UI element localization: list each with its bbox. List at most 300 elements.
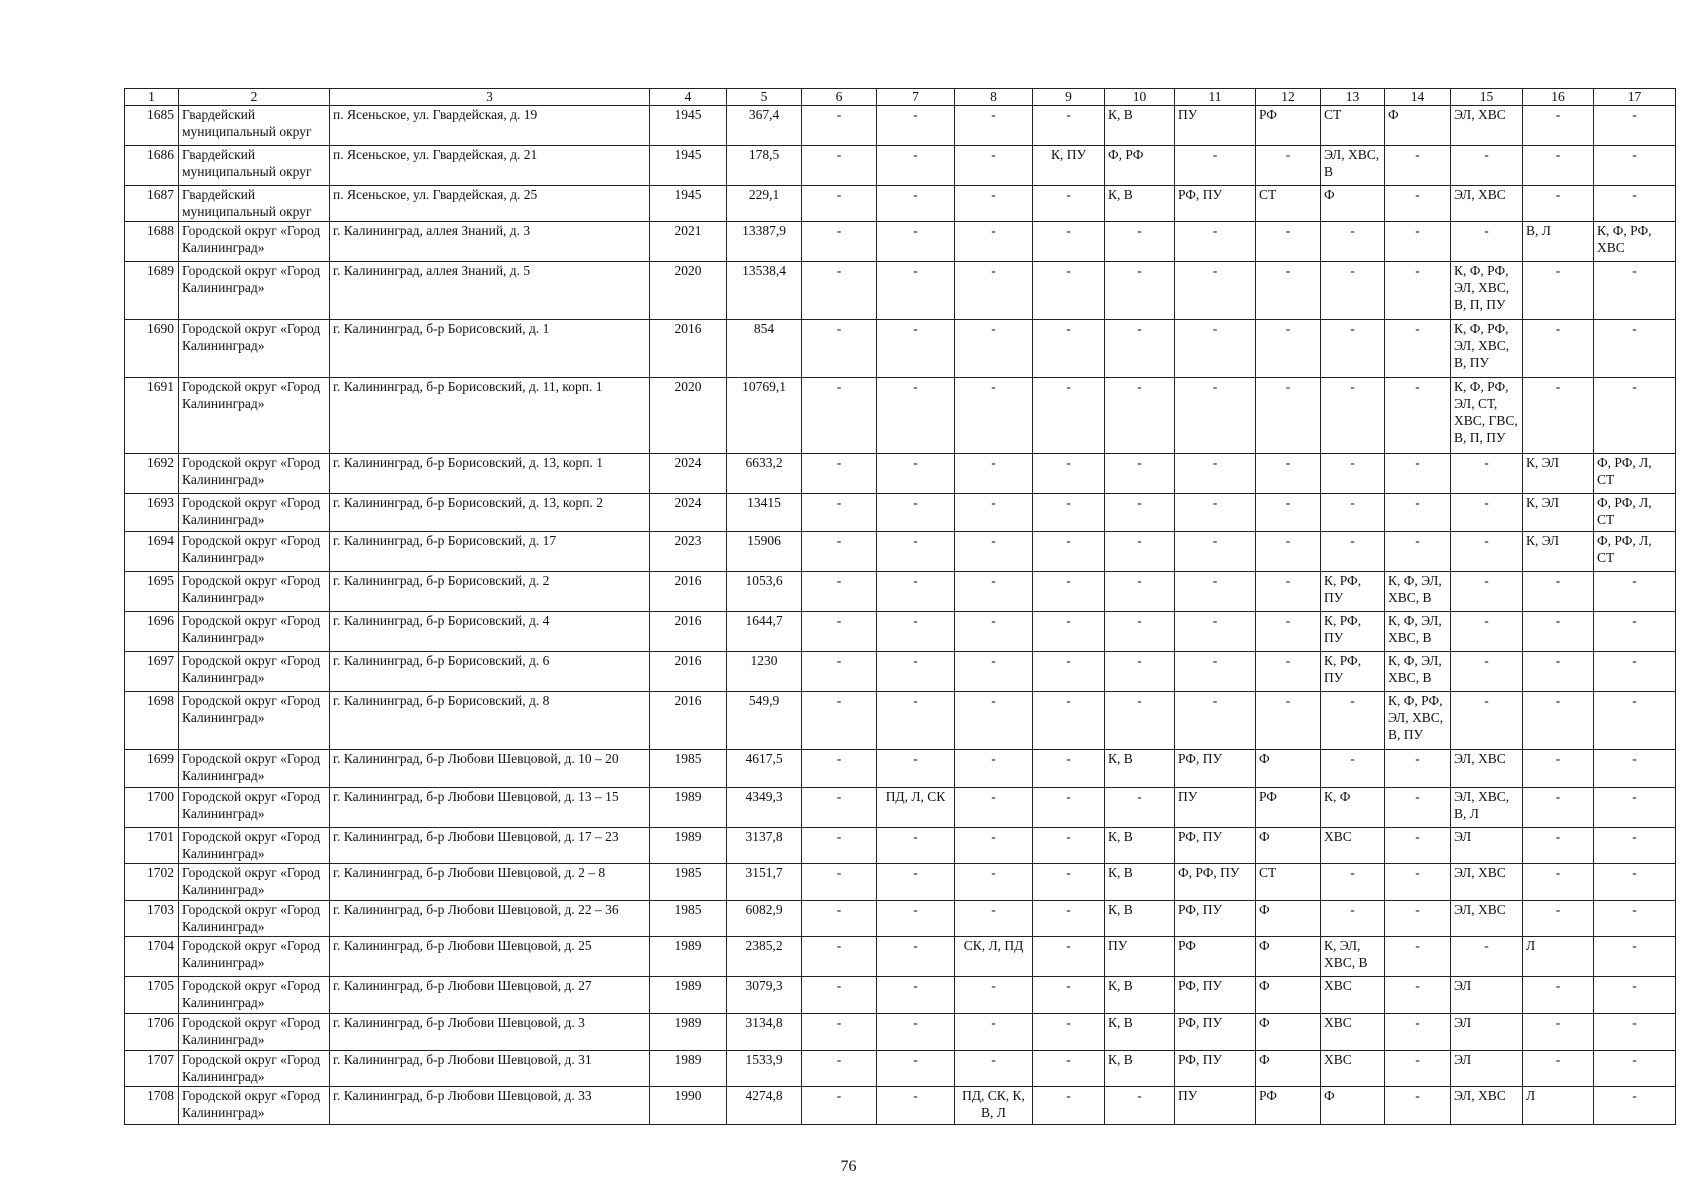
cell-col-17: - (1594, 652, 1676, 692)
cell-col-17: - (1594, 262, 1676, 320)
cell-col-1: 1692 (125, 454, 179, 494)
cell-col-2: Городской округ «Город Калининград» (179, 828, 330, 864)
cell-col-9: - (1033, 186, 1105, 222)
cell-col-15: - (1451, 222, 1523, 262)
cell-col-9: - (1033, 106, 1105, 146)
cell-col-11: - (1175, 494, 1256, 532)
cell-col-17: - (1594, 378, 1676, 454)
cell-col-13: К, РФ, ПУ (1321, 612, 1385, 652)
cell-col-16: - (1523, 901, 1594, 937)
cell-col-4: 2023 (650, 532, 727, 572)
cell-col-6: - (802, 864, 877, 901)
cell-col-14: - (1385, 1051, 1451, 1087)
cell-col-8: - (955, 106, 1033, 146)
cell-col-4: 2021 (650, 222, 727, 262)
cell-col-5: 10769,1 (727, 378, 802, 454)
cell-col-17: Ф, РФ, Л, СТ (1594, 494, 1676, 532)
column-header-8: 8 (955, 89, 1033, 106)
cell-col-7: - (877, 494, 955, 532)
cell-col-8: - (955, 692, 1033, 750)
cell-col-1: 1696 (125, 612, 179, 652)
cell-col-6: - (802, 222, 877, 262)
cell-col-12: Ф (1256, 977, 1321, 1014)
cell-col-3: г. Калининград, б-р Любови Шевцовой, д. 22 – 36 (330, 901, 650, 937)
cell-col-1: 1703 (125, 901, 179, 937)
cell-col-5: 178,5 (727, 146, 802, 186)
cell-col-13: Ф (1321, 1087, 1385, 1125)
column-header-6: 6 (802, 89, 877, 106)
cell-col-12: - (1256, 532, 1321, 572)
cell-col-12: Ф (1256, 901, 1321, 937)
cell-col-2: Городской округ «Город Калининград» (179, 262, 330, 320)
cell-col-2: Городской округ «Город Калининград» (179, 901, 330, 937)
cell-col-11: РФ, ПУ (1175, 1014, 1256, 1051)
cell-col-17: К, Ф, РФ, ХВС (1594, 222, 1676, 262)
cell-col-3: г. Калининград, б-р Борисовский, д. 17 (330, 532, 650, 572)
cell-col-2: Городской округ «Город Калининград» (179, 977, 330, 1014)
cell-col-6: - (802, 1014, 877, 1051)
cell-col-6: - (802, 1051, 877, 1087)
cell-col-15: ЭЛ (1451, 828, 1523, 864)
table-row (125, 901, 1676, 937)
cell-col-12: - (1256, 262, 1321, 320)
cell-col-3: г. Калининград, б-р Борисовский, д. 6 (330, 652, 650, 692)
cell-col-8: - (955, 652, 1033, 692)
cell-col-14: - (1385, 532, 1451, 572)
cell-col-1: 1706 (125, 1014, 179, 1051)
cell-col-2: Городской округ «Город Калининград» (179, 532, 330, 572)
cell-col-5: 13538,4 (727, 262, 802, 320)
cell-col-3: г. Калининград, б-р Любови Шевцовой, д. 25 (330, 937, 650, 977)
cell-col-8: - (955, 750, 1033, 788)
cell-col-10: - (1105, 788, 1175, 828)
cell-col-14: - (1385, 750, 1451, 788)
cell-col-6: - (802, 186, 877, 222)
column-header-9: 9 (1033, 89, 1105, 106)
cell-col-17: - (1594, 612, 1676, 652)
cell-col-14: - (1385, 788, 1451, 828)
cell-col-5: 1533,9 (727, 1051, 802, 1087)
cell-col-1: 1689 (125, 262, 179, 320)
cell-col-13: ЭЛ, ХВС, В (1321, 146, 1385, 186)
cell-col-1: 1691 (125, 378, 179, 454)
table-row (125, 262, 1676, 320)
cell-col-5: 4617,5 (727, 750, 802, 788)
table-row (125, 1087, 1676, 1125)
cell-col-15: - (1451, 612, 1523, 652)
cell-col-5: 854 (727, 320, 802, 378)
cell-col-10: - (1105, 378, 1175, 454)
cell-col-15: ЭЛ, ХВС, В, Л (1451, 788, 1523, 828)
cell-col-2: Городской округ «Город Калининград» (179, 788, 330, 828)
cell-col-8: - (955, 454, 1033, 494)
cell-col-8: - (955, 977, 1033, 1014)
cell-col-13: К, ЭЛ, ХВС, В (1321, 937, 1385, 977)
cell-col-11: - (1175, 454, 1256, 494)
cell-col-13: - (1321, 454, 1385, 494)
column-header-11: 11 (1175, 89, 1256, 106)
cell-col-10: - (1105, 320, 1175, 378)
cell-col-13: - (1321, 262, 1385, 320)
cell-col-11: РФ, ПУ (1175, 901, 1256, 937)
cell-col-14: - (1385, 828, 1451, 864)
cell-col-11: РФ, ПУ (1175, 750, 1256, 788)
cell-col-16: К, ЭЛ (1523, 494, 1594, 532)
cell-col-1: 1687 (125, 186, 179, 222)
cell-col-9: К, ПУ (1033, 146, 1105, 186)
cell-col-11: РФ, ПУ (1175, 186, 1256, 222)
cell-col-3: г. Калининград, б-р Любови Шевцовой, д. 27 (330, 977, 650, 1014)
cell-col-5: 6082,9 (727, 901, 802, 937)
cell-col-17: Ф, РФ, Л, СТ (1594, 454, 1676, 494)
cell-col-2: Гвардейский муниципальный округ (179, 146, 330, 186)
cell-col-7: - (877, 977, 955, 1014)
table-row (125, 378, 1676, 454)
cell-col-6: - (802, 652, 877, 692)
cell-col-12: - (1256, 692, 1321, 750)
column-header-5: 5 (727, 89, 802, 106)
cell-col-10: К, В (1105, 1051, 1175, 1087)
cell-col-2: Городской округ «Город Калининград» (179, 1051, 330, 1087)
column-header-7: 7 (877, 89, 955, 106)
cell-col-14: - (1385, 494, 1451, 532)
cell-col-15: - (1451, 494, 1523, 532)
cell-col-9: - (1033, 1014, 1105, 1051)
cell-col-7: - (877, 652, 955, 692)
cell-col-4: 1985 (650, 864, 727, 901)
cell-col-12: РФ (1256, 106, 1321, 146)
cell-col-15: ЭЛ (1451, 977, 1523, 1014)
cell-col-9: - (1033, 1087, 1105, 1125)
cell-col-1: 1694 (125, 532, 179, 572)
cell-col-8: - (955, 262, 1033, 320)
cell-col-16: - (1523, 146, 1594, 186)
cell-col-8: - (955, 532, 1033, 572)
cell-col-4: 1989 (650, 937, 727, 977)
column-header-3: 3 (330, 89, 650, 106)
cell-col-14: - (1385, 864, 1451, 901)
cell-col-17: - (1594, 750, 1676, 788)
cell-col-3: г. Калининград, б-р Любови Шевцовой, д. 31 (330, 1051, 650, 1087)
cell-col-4: 1985 (650, 750, 727, 788)
housing-registry-table (124, 88, 1676, 1125)
cell-col-13: Ф (1321, 186, 1385, 222)
cell-col-14: К, Ф, ЭЛ, ХВС, В (1385, 612, 1451, 652)
cell-col-14: - (1385, 146, 1451, 186)
table-row (125, 222, 1676, 262)
table-row (125, 828, 1676, 864)
table-row (125, 146, 1676, 186)
cell-col-2: Гвардейский муниципальный округ (179, 186, 330, 222)
cell-col-1: 1708 (125, 1087, 179, 1125)
cell-col-9: - (1033, 788, 1105, 828)
cell-col-6: - (802, 977, 877, 1014)
cell-col-10: - (1105, 692, 1175, 750)
cell-col-12: - (1256, 494, 1321, 532)
cell-col-13: - (1321, 901, 1385, 937)
table-row (125, 320, 1676, 378)
cell-col-9: - (1033, 692, 1105, 750)
cell-col-11: ПУ (1175, 1087, 1256, 1125)
cell-col-6: - (802, 1087, 877, 1125)
cell-col-15: ЭЛ, ХВС (1451, 901, 1523, 937)
cell-col-11: - (1175, 262, 1256, 320)
cell-col-4: 2016 (650, 692, 727, 750)
cell-col-15: К, Ф, РФ, ЭЛ, СТ, ХВС, ГВС, В, П, ПУ (1451, 378, 1523, 454)
cell-col-4: 1989 (650, 788, 727, 828)
cell-col-13: К, РФ, ПУ (1321, 652, 1385, 692)
column-header-1: 1 (125, 89, 179, 106)
cell-col-4: 1989 (650, 828, 727, 864)
cell-col-1: 1695 (125, 572, 179, 612)
cell-col-13: - (1321, 494, 1385, 532)
cell-col-17: - (1594, 1014, 1676, 1051)
cell-col-12: Ф (1256, 937, 1321, 977)
cell-col-15: К, Ф, РФ, ЭЛ, ХВС, В, П, ПУ (1451, 262, 1523, 320)
cell-col-6: - (802, 572, 877, 612)
cell-col-1: 1704 (125, 937, 179, 977)
cell-col-1: 1697 (125, 652, 179, 692)
cell-col-14: - (1385, 320, 1451, 378)
cell-col-12: - (1256, 652, 1321, 692)
cell-col-15: - (1451, 146, 1523, 186)
table-row (125, 1051, 1676, 1087)
cell-col-2: Городской округ «Город Калининград» (179, 1087, 330, 1125)
cell-col-6: - (802, 106, 877, 146)
cell-col-2: Городской округ «Город Калининград» (179, 937, 330, 977)
cell-col-10: К, В (1105, 901, 1175, 937)
cell-col-7: - (877, 146, 955, 186)
cell-col-3: г. Калининград, б-р Любови Шевцовой, д. 3 (330, 1014, 650, 1051)
cell-col-16: - (1523, 788, 1594, 828)
cell-col-8: - (955, 864, 1033, 901)
cell-col-15: - (1451, 532, 1523, 572)
cell-col-11: РФ, ПУ (1175, 828, 1256, 864)
cell-col-13: - (1321, 532, 1385, 572)
cell-col-14: Ф (1385, 106, 1451, 146)
cell-col-1: 1700 (125, 788, 179, 828)
cell-col-16: - (1523, 864, 1594, 901)
cell-col-7: - (877, 378, 955, 454)
cell-col-10: - (1105, 494, 1175, 532)
cell-col-10: - (1105, 652, 1175, 692)
cell-col-11: - (1175, 146, 1256, 186)
table-row (125, 977, 1676, 1014)
cell-col-4: 1985 (650, 901, 727, 937)
cell-col-7: - (877, 828, 955, 864)
cell-col-10: ПУ (1105, 937, 1175, 977)
cell-col-16: - (1523, 186, 1594, 222)
cell-col-12: - (1256, 222, 1321, 262)
table-row (125, 532, 1676, 572)
cell-col-17: - (1594, 864, 1676, 901)
cell-col-9: - (1033, 378, 1105, 454)
cell-col-8: - (955, 494, 1033, 532)
cell-col-14: - (1385, 937, 1451, 977)
cell-col-9: - (1033, 901, 1105, 937)
cell-col-4: 2016 (650, 612, 727, 652)
cell-col-3: г. Калининград, аллея Знаний, д. 3 (330, 222, 650, 262)
cell-col-5: 367,4 (727, 106, 802, 146)
cell-col-17: Ф, РФ, Л, СТ (1594, 532, 1676, 572)
cell-col-3: п. Ясеньское, ул. Гвардейская, д. 21 (330, 146, 650, 186)
cell-col-4: 2016 (650, 652, 727, 692)
cell-col-13: СТ (1321, 106, 1385, 146)
cell-col-2: Городской округ «Город Калининград» (179, 652, 330, 692)
cell-col-12: Ф (1256, 828, 1321, 864)
cell-col-3: г. Калининград, б-р Любови Шевцовой, д. 2 – 8 (330, 864, 650, 901)
cell-col-9: - (1033, 864, 1105, 901)
cell-col-15: К, Ф, РФ, ЭЛ, ХВС, В, ПУ (1451, 320, 1523, 378)
cell-col-8: - (955, 378, 1033, 454)
cell-col-1: 1702 (125, 864, 179, 901)
cell-col-10: К, В (1105, 106, 1175, 146)
cell-col-9: - (1033, 612, 1105, 652)
column-header-10: 10 (1105, 89, 1175, 106)
cell-col-14: К, Ф, ЭЛ, ХВС, В (1385, 572, 1451, 612)
cell-col-5: 6633,2 (727, 454, 802, 494)
cell-col-7: - (877, 1051, 955, 1087)
cell-col-6: - (802, 146, 877, 186)
cell-col-13: - (1321, 378, 1385, 454)
cell-col-15: - (1451, 572, 1523, 612)
column-header-15: 15 (1451, 89, 1523, 106)
cell-col-1: 1685 (125, 106, 179, 146)
cell-col-16: - (1523, 977, 1594, 1014)
cell-col-3: г. Калининград, б-р Любови Шевцовой, д. 10 – 20 (330, 750, 650, 788)
cell-col-17: - (1594, 1051, 1676, 1087)
cell-col-1: 1707 (125, 1051, 179, 1087)
cell-col-14: - (1385, 378, 1451, 454)
cell-col-5: 15906 (727, 532, 802, 572)
cell-col-9: - (1033, 494, 1105, 532)
cell-col-3: г. Калининград, б-р Борисовский, д. 8 (330, 692, 650, 750)
cell-col-7: - (877, 901, 955, 937)
cell-col-4: 1945 (650, 146, 727, 186)
cell-col-11: РФ, ПУ (1175, 977, 1256, 1014)
cell-col-3: г. Калининград, б-р Борисовский, д. 11, корп. 1 (330, 378, 650, 454)
cell-col-10: К, В (1105, 977, 1175, 1014)
cell-col-9: - (1033, 320, 1105, 378)
cell-col-13: - (1321, 692, 1385, 750)
cell-col-16: - (1523, 1014, 1594, 1051)
cell-col-12: - (1256, 454, 1321, 494)
cell-col-14: К, Ф, РФ, ЭЛ, ХВС, В, ПУ (1385, 692, 1451, 750)
cell-col-17: - (1594, 937, 1676, 977)
cell-col-8: СК, Л, ПД (955, 937, 1033, 977)
cell-col-6: - (802, 750, 877, 788)
cell-col-7: - (877, 262, 955, 320)
cell-col-3: п. Ясеньское, ул. Гвардейская, д. 25 (330, 186, 650, 222)
cell-col-7: - (877, 1087, 955, 1125)
cell-col-1: 1705 (125, 977, 179, 1014)
column-header-12: 12 (1256, 89, 1321, 106)
cell-col-16: - (1523, 828, 1594, 864)
cell-col-13: ХВС (1321, 1051, 1385, 1087)
cell-col-6: - (802, 378, 877, 454)
cell-col-5: 13387,9 (727, 222, 802, 262)
cell-col-9: - (1033, 937, 1105, 977)
cell-col-17: - (1594, 788, 1676, 828)
cell-col-6: - (802, 612, 877, 652)
cell-col-13: К, Ф (1321, 788, 1385, 828)
cell-col-14: - (1385, 186, 1451, 222)
cell-col-9: - (1033, 572, 1105, 612)
cell-col-5: 1644,7 (727, 612, 802, 652)
cell-col-2: Городской округ «Город Калининград» (179, 222, 330, 262)
cell-col-4: 1990 (650, 1087, 727, 1125)
table-row (125, 1014, 1676, 1051)
cell-col-17: - (1594, 901, 1676, 937)
cell-col-3: г. Калининград, б-р Борисовский, д. 1 (330, 320, 650, 378)
cell-col-10: - (1105, 1087, 1175, 1125)
cell-col-4: 2024 (650, 454, 727, 494)
cell-col-17: - (1594, 106, 1676, 146)
cell-col-10: - (1105, 532, 1175, 572)
table-row (125, 937, 1676, 977)
cell-col-5: 2385,2 (727, 937, 802, 977)
column-header-16: 16 (1523, 89, 1594, 106)
cell-col-8: - (955, 186, 1033, 222)
cell-col-11: - (1175, 320, 1256, 378)
cell-col-15: - (1451, 692, 1523, 750)
cell-col-16: - (1523, 262, 1594, 320)
cell-col-3: г. Калининград, б-р Любови Шевцовой, д. 13 – 15 (330, 788, 650, 828)
cell-col-17: - (1594, 692, 1676, 750)
cell-col-2: Городской округ «Город Калининград» (179, 692, 330, 750)
cell-col-2: Городской округ «Город Калининград» (179, 1014, 330, 1051)
cell-col-12: СТ (1256, 864, 1321, 901)
cell-col-10: Ф, РФ (1105, 146, 1175, 186)
cell-col-14: - (1385, 1087, 1451, 1125)
cell-col-4: 1945 (650, 186, 727, 222)
cell-col-16: - (1523, 572, 1594, 612)
cell-col-6: - (802, 937, 877, 977)
cell-col-11: Ф, РФ, ПУ (1175, 864, 1256, 901)
cell-col-12: - (1256, 572, 1321, 612)
cell-col-16: - (1523, 378, 1594, 454)
cell-col-11: - (1175, 612, 1256, 652)
cell-col-8: - (955, 1014, 1033, 1051)
cell-col-10: - (1105, 222, 1175, 262)
cell-col-3: г. Калининград, б-р Борисовский, д. 2 (330, 572, 650, 612)
cell-col-6: - (802, 454, 877, 494)
cell-col-15: - (1451, 454, 1523, 494)
cell-col-14: - (1385, 222, 1451, 262)
cell-col-7: - (877, 320, 955, 378)
cell-col-12: - (1256, 612, 1321, 652)
cell-col-3: г. Калининград, б-р Борисовский, д. 13, корп. 2 (330, 494, 650, 532)
cell-col-2: Городской округ «Город Калининград» (179, 864, 330, 901)
cell-col-9: - (1033, 828, 1105, 864)
cell-col-6: - (802, 494, 877, 532)
cell-col-2: Городской округ «Город Калининград» (179, 750, 330, 788)
cell-col-4: 1989 (650, 977, 727, 1014)
cell-col-7: - (877, 186, 955, 222)
cell-col-8: ПД, СК, К, В, Л (955, 1087, 1033, 1125)
cell-col-5: 3079,3 (727, 977, 802, 1014)
cell-col-5: 13415 (727, 494, 802, 532)
cell-col-8: - (955, 828, 1033, 864)
cell-col-4: 2016 (650, 320, 727, 378)
cell-col-8: - (955, 901, 1033, 937)
cell-col-1: 1690 (125, 320, 179, 378)
table-row (125, 454, 1676, 494)
cell-col-11: - (1175, 378, 1256, 454)
cell-col-7: - (877, 222, 955, 262)
cell-col-5: 4274,8 (727, 1087, 802, 1125)
cell-col-10: К, В (1105, 1014, 1175, 1051)
